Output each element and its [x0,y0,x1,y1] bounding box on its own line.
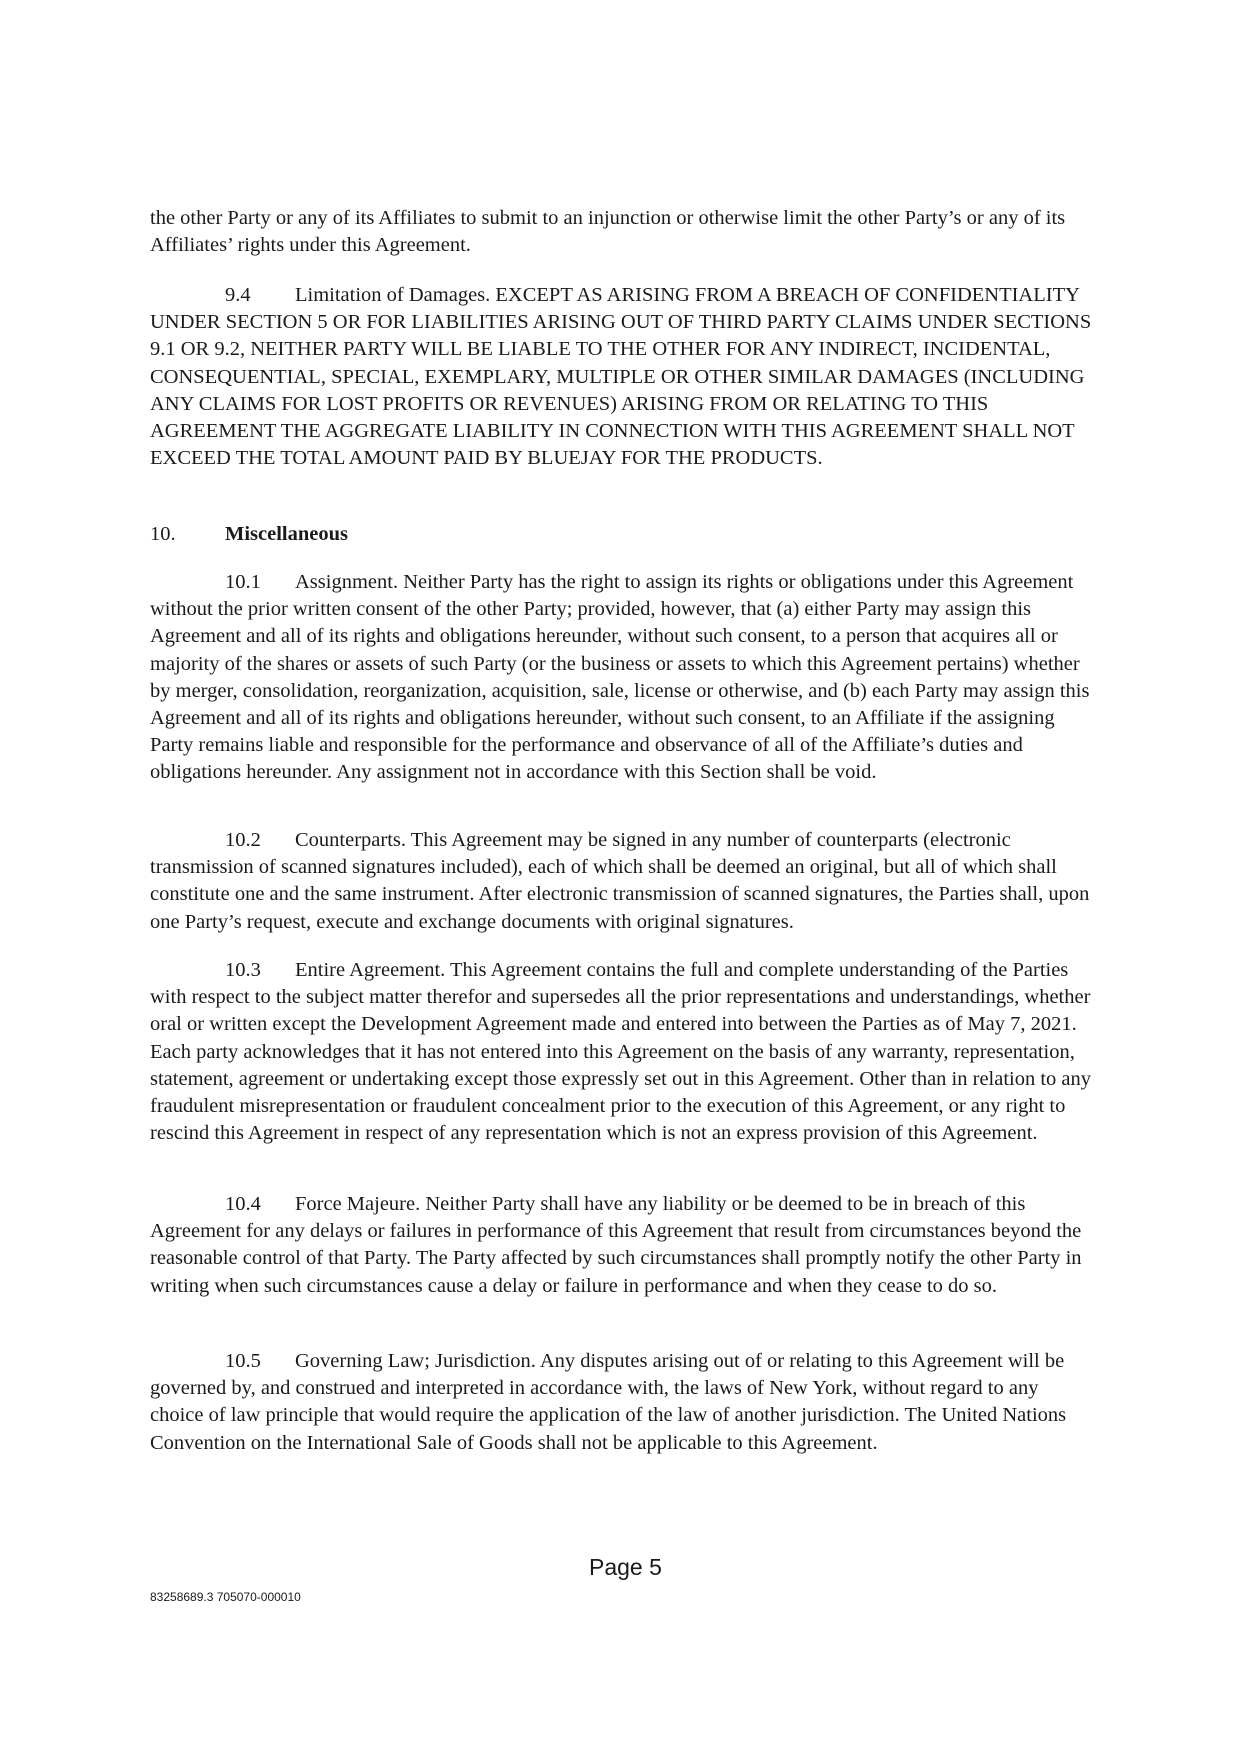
section-9-4-number: 9.4 [225,284,251,306]
section-10-2-text: Counterparts. This Agreement may be signed in any number of counterparts (electronic transmission of scanned signatures included), each of which shall be deemed an original, but all of which shall constitute one and the same instrument. After electronic transmission of scanned signatures, the Parties shall, upon one Party’s request, execute and exchange documents with original signatures. [150,829,1090,933]
section-10-1 [150,569,1096,787]
section-10-5-number: 10.5 [225,1350,261,1372]
section-9-4 [150,282,1096,472]
section-10-4-text: Force Majeure. Neither Party shall have any liability or be deemed to be in breach of this Agreement for any delays or failures in performance of this Agreement that result from circumstances beyond the reasonable control of that Party. The Party affected by such circumstances shall promptly notify the other Party in writing when such circumstances cause a delay or failure in performance and when they cease to do so. [150,1193,1082,1297]
section-10-5-text: Governing Law; Jurisdiction. Any disputes arising out of or relating to this Agreement will be governed by, and construed and interpreted in accordance with, the laws of New York, without regard to any choice of law principle that would require the application of the law of another jurisdiction. The United Nations Convention on the International Sale of Goods shall not be applicable to this Agreement. [150,1350,1067,1454]
section-10-number: 10. [150,523,176,545]
section-10-1-number: 10.1 [225,571,261,593]
section-10-title: Miscellaneous [225,523,348,545]
section-10-3-text: Entire Agreement. This Agreement contains the full and complete understanding of the Parties with respect to the subject matter therefor and supersedes all the prior representations and understandings, whether oral or written except the Development Agreement made and entered into between the Parties as of May 7, 2021. Each party acknowledges that it has not entered into this Agreement on the basis of any warranty, representation, statement, agreement or undertaking except those expressly set out in this Agreement. Other than in relation to any fraudulent misrepresentation or fraudulent concealment prior to the execution of this Agreement, or any right to rescind this Agreement in respect of any representation which is not an express provision of this Agreement. [150,959,1092,1145]
continuation-paragraph [150,205,1096,259]
section-10-2-number: 10.2 [225,829,261,851]
section-10-5 [150,1348,1096,1457]
section-10-2 [150,827,1096,936]
document-id: 83258689.3 705070-000010 [150,1590,301,1604]
section-10-3 [150,957,1096,1147]
section-10-3-number: 10.3 [225,959,261,981]
page-number-label: Page 5 [589,1554,662,1580]
section-10-heading [150,521,348,548]
section-9-4-text: Limitation of Damages. EXCEPT AS ARISING FROM A BREACH OF CONFIDENTIALITY UNDER SECTION 5 OR FOR LIABILITIES ARISING OUT OF THIRD PARTY CLAIMS UNDER SECTIONS 9.1 OR 9.2, NEITHER PARTY WILL BE LIABLE TO THE OTHER FOR ANY INDIRECT, INCIDENTAL, CONSEQUENTIAL, SPECIAL, EXEMPLARY, MULTIPLE OR OTHER SIMILAR DAMAGES (INCLUDING ANY CLAIMS FOR LOST PROFITS OR REVENUES) ARISING FROM OR RELATING TO THIS AGREEMENT THE AGGREGATE LIABILITY IN CONNECTION WITH THIS AGREEMENT SHALL NOT EXCEED THE TOTAL AMOUNT PAID BY BLUEJAY FOR THE PRODUCTS. [150,284,1092,470]
section-10-4-number: 10.4 [225,1193,261,1215]
section-10-4 [150,1191,1096,1300]
continuation-text: the other Party or any of its Affiliates to submit to an injunction or otherwise limit the other Party’s or any of its Affiliates’ rights under this Agreement. [150,207,1066,257]
section-10-1-text: Assignment. Neither Party has the right to assign its rights or obligations under this Agreement without the prior written consent of the other Party; provided, however, that (a) either Party may assign this Agreement and all of its rights and obligations hereunder, without such consent, to a person that acquires all or majority of the shares or assets of such Party (or the business or assets to which this Agreement pertains) whether by merger, consolidation, reorganization, acquisition, sale, license or otherwise, and (b) each Party may assign this Agreement and all of its rights and obligations hereunder, without such consent, to an Affiliate if the assigning Party remains liable and responsible for the performance and observance of all of the Affiliate’s duties and obligations hereunder. Any assignment not in accordance with this Section shall be void. [150,571,1090,784]
